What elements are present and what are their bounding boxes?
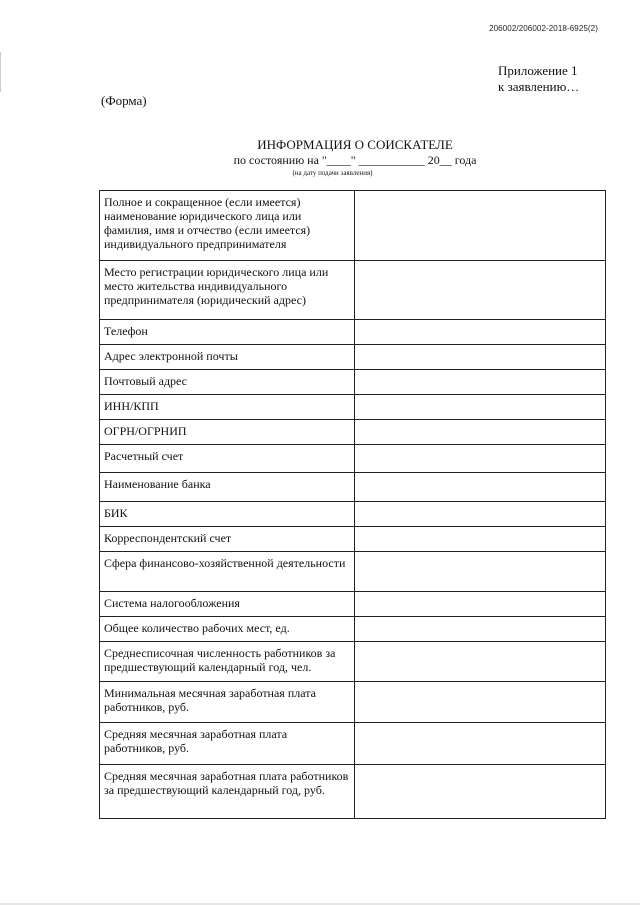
field-value[interactable] (354, 527, 605, 552)
field-value[interactable] (354, 682, 605, 723)
field-value[interactable] (354, 723, 605, 765)
field-label: Средняя месячная заработная плата работников, руб. (100, 723, 355, 765)
table-row (100, 552, 606, 592)
field-value[interactable] (354, 420, 605, 445)
field-value[interactable] (354, 642, 605, 682)
table-row (100, 682, 606, 723)
table-row (100, 191, 606, 261)
field-label: ОГРН/ОГРНИП (100, 420, 355, 445)
field-label: Минимальная месячная заработная плата работников, руб. (100, 682, 355, 723)
table-row (100, 420, 606, 445)
table-row (100, 723, 606, 765)
field-value[interactable] (354, 395, 605, 420)
field-value[interactable] (354, 445, 605, 473)
applicant-info-table (99, 190, 606, 819)
page-title: ИНФОРМАЦИЯ О СОИСКАТЕЛЕ (257, 137, 453, 152)
table-row (100, 592, 606, 617)
field-label: Сфера финансово-хозяйственной деятельности (100, 552, 355, 592)
table-row (100, 395, 606, 420)
field-label: Почтовый адрес (100, 370, 355, 395)
field-value[interactable] (354, 261, 605, 320)
field-label: Адрес электронной почты (100, 345, 355, 370)
as-of-date-note: (на дату подачи заявления) (292, 169, 373, 177)
as-of-date-line: по состоянию на "____" ___________ 20__ года (233, 153, 477, 167)
field-label: Система налогообложения (100, 592, 355, 617)
field-value[interactable] (354, 320, 605, 345)
table-row (100, 527, 606, 552)
field-value[interactable] (354, 473, 605, 502)
field-label: Среднесписочная численность работников за предшествующий календарный год, чел. (100, 642, 355, 682)
field-value[interactable] (354, 370, 605, 395)
field-value[interactable] (354, 191, 605, 261)
field-label: БИК (100, 502, 355, 527)
table-row (100, 445, 606, 473)
field-value[interactable] (354, 502, 605, 527)
scan-edge-mark (0, 52, 1, 92)
form-label: (Форма) (101, 93, 147, 108)
field-label: Телефон (100, 320, 355, 345)
table-row (100, 320, 606, 345)
document-id: 206002/206002-2018-6925(2) (489, 24, 598, 33)
table-row (100, 370, 606, 395)
field-value[interactable] (354, 552, 605, 592)
table-row (100, 617, 606, 642)
field-value[interactable] (354, 345, 605, 370)
appendix-note (498, 63, 579, 95)
appendix-line-1: Приложение 1 (498, 63, 578, 78)
field-label: Место регистрации юридического лица или место жительства индивидуального предпринимателя (юридический адрес) (100, 261, 355, 320)
table-row (100, 261, 606, 320)
field-value[interactable] (354, 592, 605, 617)
field-label: Расчетный счет (100, 445, 355, 473)
table-row (100, 765, 606, 819)
field-label: Полное и сокращенное (если имеется) наименование юридического лица или фамилия, имя и отчество (если имеется) индивидуального предпринимателя (100, 191, 355, 261)
table-row (100, 345, 606, 370)
field-label: Общее количество рабочих мест, ед. (100, 617, 355, 642)
field-label: ИНН/КПП (100, 395, 355, 420)
field-label: Наименование банка (100, 473, 355, 502)
appendix-line-2: к заявлению… (498, 79, 580, 94)
applicant-info-table-body (100, 191, 606, 819)
table-row (100, 473, 606, 502)
table-row (100, 502, 606, 527)
field-value[interactable] (354, 617, 605, 642)
field-value[interactable] (354, 765, 605, 819)
table-row (100, 642, 606, 682)
field-label: Корреспондентский счет (100, 527, 355, 552)
field-label: Средняя месячная заработная плата работников за предшествующий календарный год, руб. (100, 765, 355, 819)
